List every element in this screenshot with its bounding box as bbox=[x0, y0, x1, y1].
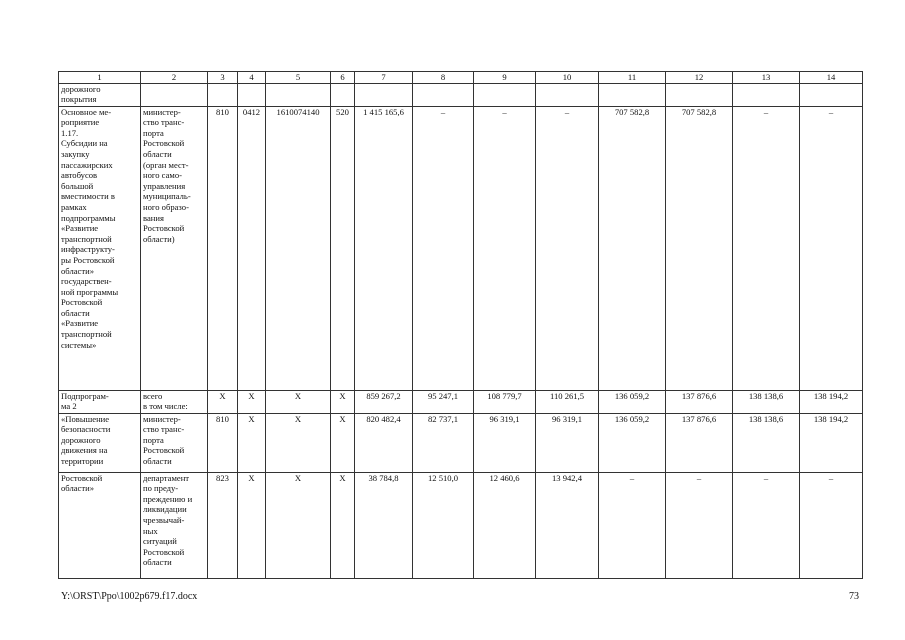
column-number-row bbox=[59, 72, 863, 84]
year-amount-cell: 136 059,2 bbox=[599, 413, 666, 472]
csr-code-cell: Х bbox=[266, 413, 331, 472]
year-amount-cell: – bbox=[413, 106, 474, 390]
subprogram-name-cell: Ростовской области» bbox=[59, 472, 141, 578]
vr-code-cell: 520 bbox=[331, 106, 355, 390]
csr-code-cell: Х bbox=[266, 390, 331, 413]
year-amount-cell: – bbox=[800, 472, 863, 578]
total-amount-cell: 1 415 165,6 bbox=[355, 106, 413, 390]
year-amount-cell: – bbox=[536, 106, 599, 390]
year-amount-cell: 110 261,5 bbox=[536, 390, 599, 413]
year-amount-cell: – bbox=[800, 106, 863, 390]
header-cell: 6 bbox=[331, 72, 355, 84]
total-amount-cell: 38 784,8 bbox=[355, 472, 413, 578]
header-cell: 8 bbox=[413, 72, 474, 84]
year-amount-cell: – bbox=[474, 106, 536, 390]
executor-cell: министер- ство транс- порта Ростовской области (орган мест- ного само- управления муниципаль- ного образо- вания Ростовской области) bbox=[141, 106, 208, 390]
year-amount-cell: 138 194,2 bbox=[800, 413, 863, 472]
csr-code-cell: Х bbox=[266, 472, 331, 578]
year-amount-cell: 138 138,6 bbox=[733, 390, 800, 413]
vr-code-cell: Х bbox=[331, 390, 355, 413]
header-cell: 4 bbox=[238, 72, 266, 84]
total-amount-cell: 820 482,4 bbox=[355, 413, 413, 472]
executor-cell: министер- ство транс- порта Ростовской области bbox=[141, 413, 208, 472]
year-amount-cell: 12 510,0 bbox=[413, 472, 474, 578]
grbs-code-cell: 823 bbox=[208, 472, 238, 578]
year-amount-cell: 96 319,1 bbox=[474, 413, 536, 472]
year-amount-cell: – bbox=[733, 106, 800, 390]
year-amount-cell: 138 194,2 bbox=[800, 390, 863, 413]
table-row-subprogram-ministry bbox=[59, 413, 863, 472]
year-amount-cell: 707 582,8 bbox=[599, 106, 666, 390]
header-cell: 7 bbox=[355, 72, 413, 84]
event-name-cell: дорожного покрытия bbox=[59, 83, 141, 106]
table-row-subprogram-emergency-dept bbox=[59, 472, 863, 578]
rzpr-code-cell: Х bbox=[238, 413, 266, 472]
grbs-code-cell: Х bbox=[208, 390, 238, 413]
table-row-road-surface bbox=[59, 83, 863, 106]
header-cell: 2 bbox=[141, 72, 208, 84]
year-amount-cell: 96 319,1 bbox=[536, 413, 599, 472]
header-cell: 3 bbox=[208, 72, 238, 84]
year-amount-cell: 707 582,8 bbox=[666, 106, 733, 390]
header-cell: 9 bbox=[474, 72, 536, 84]
year-amount-cell: 12 460,6 bbox=[474, 472, 536, 578]
year-amount-cell: – bbox=[666, 472, 733, 578]
header-cell: 10 bbox=[536, 72, 599, 84]
vr-code-cell: Х bbox=[331, 413, 355, 472]
executor-cell: всего в том числе: bbox=[141, 390, 208, 413]
header-cell: 5 bbox=[266, 72, 331, 84]
header-cell: 11 bbox=[599, 72, 666, 84]
year-amount-cell: – bbox=[599, 472, 666, 578]
year-amount-cell: – bbox=[733, 472, 800, 578]
year-amount-cell: 137 876,6 bbox=[666, 390, 733, 413]
year-amount-cell: 108 779,7 bbox=[474, 390, 536, 413]
budget-table bbox=[58, 71, 863, 579]
rzpr-code-cell: Х bbox=[238, 390, 266, 413]
year-amount-cell: 136 059,2 bbox=[599, 390, 666, 413]
grbs-code-cell: 810 bbox=[208, 106, 238, 390]
total-amount-cell: 859 267,2 bbox=[355, 390, 413, 413]
vr-code-cell: Х bbox=[331, 472, 355, 578]
header-cell: 13 bbox=[733, 72, 800, 84]
rzpr-code-cell: Х bbox=[238, 472, 266, 578]
page-number: 73 bbox=[849, 591, 859, 602]
csr-code-cell: 1610074140 bbox=[266, 106, 331, 390]
table-row-main-event-1-17 bbox=[59, 106, 863, 390]
header-cell: 1 bbox=[59, 72, 141, 84]
footer-file-path: Y:\ORST\Ppo\1002p679.f17.docx bbox=[61, 591, 198, 602]
header-cell: 12 bbox=[666, 72, 733, 84]
subprogram-name-cell: Подпрограм- ма 2 bbox=[59, 390, 141, 413]
executor-cell: департамент по преду- преждению и ликвидации чрезвычай- ных ситуаций Ростовской области bbox=[141, 472, 208, 578]
year-amount-cell: 13 942,4 bbox=[536, 472, 599, 578]
table-row-subprogram-total bbox=[59, 390, 863, 413]
header-cell: 14 bbox=[800, 72, 863, 84]
year-amount-cell: 137 876,6 bbox=[666, 413, 733, 472]
year-amount-cell: 95 247,1 bbox=[413, 390, 474, 413]
subprogram-name-cell: «Повышение безопасности дорожного движения на территории bbox=[59, 413, 141, 472]
grbs-code-cell: 810 bbox=[208, 413, 238, 472]
year-amount-cell: 82 737,1 bbox=[413, 413, 474, 472]
event-name-cell: Основное ме- роприятие 1.17. Субсидии на закупку пассажирских автобусов большой вместимости в рамках подпрограммы «Развитие транспортной инфраструкту- ры Ростовской области» государствен- ной программы Ростовской области «Развитие транспортной системы» bbox=[59, 106, 141, 390]
year-amount-cell: 138 138,6 bbox=[733, 413, 800, 472]
rzpr-code-cell: 0412 bbox=[238, 106, 266, 390]
